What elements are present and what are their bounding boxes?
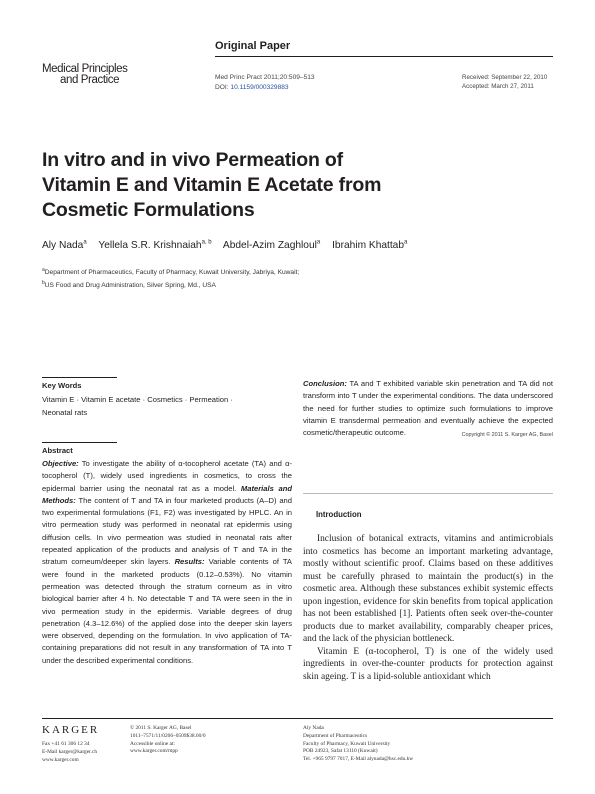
correspondence [303,725,413,764]
abstract-copyright: Copyright © 2011 S. Karger AG, Basel [461,432,553,439]
results-label: Results: [174,557,205,567]
methods-label: Materials and Methods: [42,483,292,505]
author: Abdel-Azim Zaghloul$^a$ [222,240,321,252]
abstract-rule [42,442,117,443]
doi-line [215,83,315,93]
publisher-logo: KARGER [42,724,100,736]
methods-text: The content of T and TA in four marketed products (A–D) and two experimental formulations (F1, F2) was investigated by HPLC. An in vitro permeation study was performed in neonatal rat epidermis using diffusion cells. In vivo permeation was studied in neonatal rats after repeated application of the products and analysis of T and TA in the stratum corneum/deeper skin layers. [42,495,292,567]
doi-label: DOI: [215,84,229,91]
journal-name-line2: and Practice [60,74,120,86]
keywords-line2: Neonatal rats [42,408,88,417]
publisher-contact [42,741,97,764]
author: Ibrahim Khattab$^a$ [332,240,408,252]
accepted-date: Accepted: March 27, 2011 [462,83,534,90]
title-line3: Cosmetic Formulations [42,199,255,221]
publisher-fax: Fax +41 61 306 12 34 [42,741,90,747]
keywords-text [42,393,282,419]
received-date: Received: September 22, 2010 [462,74,548,81]
results-text: Variable contents of TA were found in the marketed products (0.12–0.53%). No vitamin permeation was detected through the stratum corneum as in vitro biological barrier after 4 h. No detectable T and TA were seen in the in vivo permeation study in the epidermis. Variable degrees of drug penetration (4.3–12.6%) of the applied dose into the deeper skin layers were observed, depending on the formulation. In vivo application of TA-containing preparations did not result in any transformation of TA into T under the described experimental conditions. [42,557,292,665]
journal-logo [42,64,127,86]
title-line1: In vitro and in vivo Permeation of [42,149,343,171]
abstract-body [42,458,292,667]
corr-dept: Department of Pharmaceutics [303,732,368,739]
abstract-heading: Abstract [42,446,73,455]
conclusion-text: TA and T exhibited variable skin penetration and TA did not transform into T under the experimental conditions. The data underscored the need for further studies to optimize such formulations to improve vitamin E transdermal permeation and eventually achieve the expected cosmetic/therapeutic outcome. [303,379,553,438]
article-title [42,148,512,223]
corr-faculty: Faculty of Pharmacy, Kuwait University [303,740,391,747]
doi-link[interactable]: 10.1159/000329883 [230,84,289,91]
intro-paragraph: Inclusion of botanical extracts, vitamins and antimicrobials into cosmetics has become an important marketing advantage, mostly without scientific proof. Claims based on these additives must be carefully phrased to maintain the product(s) in the cosmetic area. Although these substances exhibit systemic effects upon ingestion, evidence for skin benefits from topical application has not been established [1]. Patients often seek over-the-counter products due to market availability, comparably cheaper prices, and the lack of the physician bottleneck. [303,534,553,644]
corr-name: Aly Nada [303,725,324,731]
dates-block [462,73,547,91]
intro-paragraph: Vitamin E (α-tocopherol, T) is one of the widely used ingredients in over-the-counter products for protection against skin ageing. T is a lipid-soluble antioxidant which [303,646,553,682]
footer-rule [42,718,553,719]
objective-label: Objective: [42,459,79,468]
corr-contact: Tel. +965 9797 7017, E-Mail alynada@hsc.edu.kw [303,756,414,763]
keywords-rule [42,377,117,378]
header-rule [215,56,553,57]
journal-name-line1: Medical Principles [42,63,128,75]
author: Aly Nada$^a$ [42,240,87,252]
access-url[interactable]: www.karger.com/mpp [130,748,178,755]
abstract-conclusion [303,378,553,441]
citation: Med Princ Pract 2011;20:509–513 [215,74,315,81]
publication-info [130,725,206,756]
access-label: Accessible online at: [130,740,175,747]
intro-body [303,533,553,683]
conclusion-label: Conclusion: [303,379,347,388]
intro-rule [303,493,553,494]
affiliation: $^a$Department of Pharmaceutics, Faculty of Pharmacy, Kuwait University, Jabriya, Kuwait; [42,267,300,277]
affiliations [42,265,299,291]
document-type: Original Paper [215,40,291,52]
objective-text: To investigate the ability of α-tocopherol acetate (TA) and α-tocopherol (T), widely used ingredients in cosmetics, to cross the epidermal barrier using the neonatal rat as a model. [42,459,292,493]
keywords-heading: Key Words [42,381,82,390]
intro-heading: Introduction [316,510,362,519]
citation-block [215,73,315,93]
title-line2: Vitamin E and Vitamin E Acetate from [42,174,382,196]
footer-issn: 1011–7571/11/0206–0509$38.00/0 [130,732,206,739]
footer-copyright: © 2011 S. Karger AG, Basel [130,725,192,731]
publisher-email[interactable]: E-Mail karger@karger.ch [42,748,98,755]
author-list [42,240,416,251]
corr-address: POB 24923, Safat 13110 (Kuwait) [303,748,378,755]
affiliation: $^b$US Food and Drug Administration, Silver Spring, Md., USA [42,280,216,290]
keywords-line1: Vitamin E · Vitamin E acetate · Cosmetics · Permeation · [42,395,233,404]
author: Yellela S.R. Krishnaiah$^{a, b}$ [98,240,212,252]
publisher-web[interactable]: www.karger.com [42,756,79,763]
